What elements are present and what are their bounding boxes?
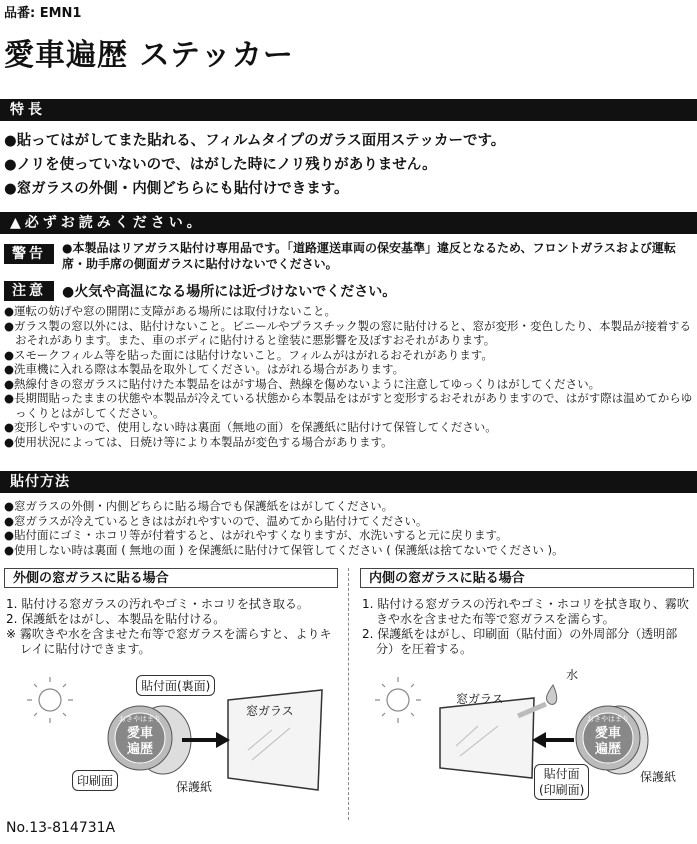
page-title: 愛車遍歴 ステッカー bbox=[4, 38, 294, 73]
inside-label-face bbox=[534, 764, 589, 800]
outside-title: 外側の窓ガラスに貼る場合 bbox=[4, 568, 338, 588]
method-item: ●窓ガラスの外側・内側どちらに貼る場合でも保護紙をはがしてください。 bbox=[4, 499, 394, 513]
features-heading: 特長 bbox=[10, 102, 46, 118]
caution-item: ●スモークフィルム等を貼った面には貼付けないこと。フィルムがはがれるおそれがあります。 bbox=[4, 347, 493, 362]
window-glass bbox=[440, 698, 534, 778]
outside-step: 1. 貼付ける窓ガラスの汚れやゴミ・ホコリを拭き取る。 bbox=[6, 597, 309, 611]
outside-label-glass: 窓ガラス bbox=[246, 704, 294, 718]
sticker-text-1: 愛車 bbox=[126, 726, 154, 741]
outside-step: 2. 保護紙をはがし、本製品を貼付ける。 bbox=[6, 612, 226, 626]
warning-triangle-icon: ▲ bbox=[10, 215, 21, 231]
sticker-text-2: 遍歴 bbox=[126, 742, 154, 757]
method-item: ●貼付面にゴミ・ホコリ等が付着すると、はがれやすくなりますが、水洗いすると元に戻ります。 bbox=[4, 528, 508, 542]
inside-title: 内側の窓ガラスに貼る場合 bbox=[360, 568, 694, 588]
sun-icon bbox=[27, 677, 73, 723]
sticker-text-2: 遍歴 bbox=[594, 742, 622, 757]
note-label: 注意 bbox=[4, 281, 54, 301]
caution-heading: 必ずお読みください。 bbox=[24, 215, 205, 231]
sticker-top-text: おきやはまり bbox=[119, 715, 161, 723]
outside-step: ※ 霧吹きや水を含ませた布等で窓ガラスを濡らすと、よりキレイに貼付けできます。 bbox=[6, 627, 332, 656]
note-main: ●火気や高温になる場所には近づけないでください。 bbox=[62, 284, 397, 300]
feature-item: ●窓ガラスの外側・内側どちらにも貼付けできます。 bbox=[4, 181, 349, 197]
caution-item: ●使用状況によっては、日焼け等により本製品が変色する場合があります。 bbox=[4, 434, 393, 449]
feature-item: ●ノリを使っていないので、はがした時にノリ残りがありません。 bbox=[4, 157, 437, 173]
sticker-text-1: 愛車 bbox=[594, 726, 622, 741]
inside-diagram bbox=[348, 660, 697, 820]
caution-item: ●洗車機に入れる際は本製品を取外してください。はがれる場合があります。 bbox=[4, 362, 405, 376]
caution-item: ●変形しやすいので、使用しない時は裏面（無地の面）を保護紙に貼付けて保管してください。 bbox=[4, 420, 497, 434]
caution-item: ●熱線付きの窓ガラスに貼付けた本製品をはがす場合、熱線を傷めないように注意してゆっくりはがしてください。 bbox=[4, 376, 601, 391]
features-heading-bar bbox=[0, 99, 697, 121]
arrow-head bbox=[532, 732, 546, 748]
product-number: 品番: EMN1 bbox=[4, 6, 82, 21]
outside-label-paper: 保護紙 bbox=[176, 780, 213, 794]
outside-label-face: 貼付面(裏面) bbox=[136, 675, 215, 696]
caution-list bbox=[4, 304, 694, 449]
outside-label-print: 印刷面 bbox=[72, 770, 118, 791]
method-item: ●窓ガラスが冷えているときははがれやすいので、温めてから貼付けてください。 bbox=[4, 513, 428, 528]
inside-label-face-1: 貼付面 bbox=[543, 767, 580, 781]
method-list bbox=[4, 499, 694, 557]
warning-label: 警告 bbox=[4, 244, 54, 264]
inside-label-paper: 保護紙 bbox=[640, 770, 677, 784]
caution-item: ●ガラス製の窓以外には、貼付けないこと。ビニールやプラスチック製の窓に貼付けると、窓が変形・変色したり、本製品が接着するおそれがあります。また、車のボディに貼付けると塗装に悪影響を及ぼすおそれがあります。 bbox=[4, 318, 692, 347]
water-drop-icon bbox=[546, 685, 556, 704]
feature-item: ●貼ってはがしてまた貼れる、フィルムタイプのガラス面用ステッカーです。 bbox=[4, 133, 506, 149]
inside-label-face-2: (印刷面) bbox=[539, 783, 585, 797]
footer-code: No.13-814731A bbox=[6, 820, 116, 836]
method-item: ●使用しない時は裏面 ( 無地の面 ) を保護紙に貼付けて保管してください ( 保護紙は捨てないでください )。 bbox=[4, 542, 564, 557]
caution-item: ●運転の妨げや窓の開閉に支障がある場所には取付けないこと。 bbox=[4, 304, 337, 318]
inside-step: 1. 貼付ける窓ガラスの汚れやゴミ・ホコリを拭き取り、霧吹きや水を含ませた布等で窓ガラスを濡らす。 bbox=[362, 597, 689, 626]
inside-label-water: 水 bbox=[566, 668, 579, 682]
method-heading: 貼付方法 bbox=[10, 474, 70, 490]
caution-heading-bar bbox=[0, 212, 697, 234]
sun-icon bbox=[375, 677, 421, 723]
inside-step: 2. 保護紙をはがし、印刷面（貼付面）の外周部分（透明部分）を圧着する。 bbox=[362, 627, 678, 656]
sticker-top-text: おきやはまり bbox=[587, 715, 629, 723]
warning-text: ●本製品はリアガラス貼付け専用品です。「道路運送車両の保安基準」違反となるため、フロントガラスおよび運転席・助手席の側面ガラスに貼付けないでください。 bbox=[62, 241, 676, 271]
inside-steps bbox=[362, 597, 692, 657]
inside-label-glass: 窓ガラス bbox=[456, 692, 504, 706]
method-heading-bar bbox=[0, 471, 697, 493]
caution-item: ●長期間貼ったままの状態や本製品が冷えている状態から本製品をはがすと変形するおそれがありますので、はがす際は温めてからゆっくりとはがしてください。 bbox=[4, 391, 693, 420]
outside-steps bbox=[6, 597, 336, 657]
